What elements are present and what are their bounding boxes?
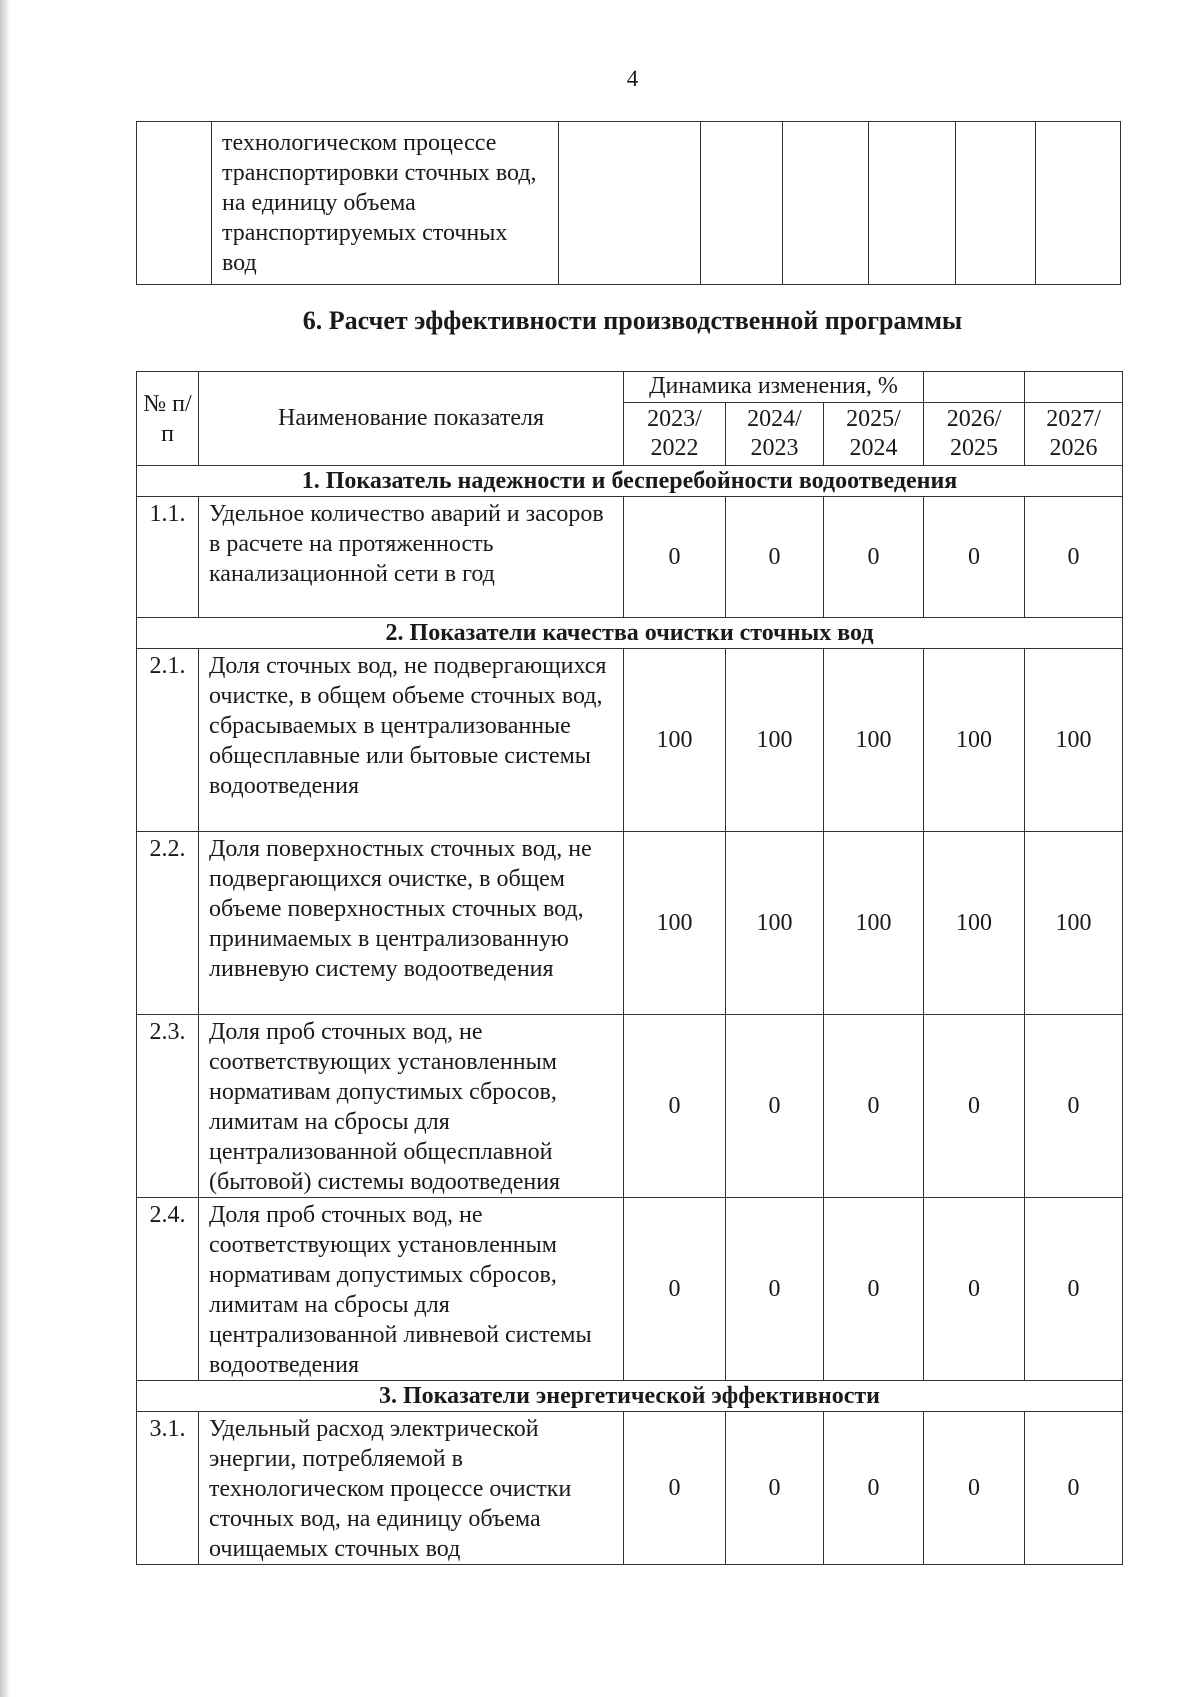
row-value: 100 (726, 649, 824, 832)
row-value: 0 (1025, 497, 1123, 618)
row-value: 0 (1025, 1198, 1123, 1381)
section-row (137, 1381, 1123, 1412)
row-value: 0 (1025, 1015, 1123, 1198)
continuation-empty-cell (701, 122, 783, 285)
row-value: 0 (824, 1412, 924, 1565)
row-value: 0 (726, 1015, 824, 1198)
row-num: 1.1. (137, 497, 199, 618)
section-row (137, 618, 1123, 649)
continuation-row (137, 122, 1121, 285)
row-num: 2.1. (137, 649, 199, 832)
continuation-empty-cell (1036, 122, 1121, 285)
header-empty (924, 372, 1025, 403)
table-header-row (137, 372, 1123, 403)
header-empty (1025, 372, 1123, 403)
row-value: 0 (924, 497, 1025, 618)
continuation-empty-cell (956, 122, 1036, 285)
row-value: 0 (726, 1198, 824, 1381)
row-value: 100 (1025, 832, 1123, 1015)
table-row (137, 649, 1123, 832)
row-name: Удельное количество аварий и засоров в расчете на протяженность канализационной сети в год (199, 497, 624, 618)
row-num: 3.1. (137, 1412, 199, 1565)
row-value: 0 (624, 1015, 726, 1198)
continuation-empty-cell (783, 122, 869, 285)
continuation-empty-cell (559, 122, 701, 285)
header-period: 2024/ 2023 (726, 403, 824, 466)
table-row (137, 1015, 1123, 1198)
row-value: 100 (824, 832, 924, 1015)
row-value: 0 (624, 1412, 726, 1565)
row-value: 100 (824, 649, 924, 832)
row-value: 0 (726, 1412, 824, 1565)
table-row (137, 497, 1123, 618)
header-period: 2026/ 2025 (924, 403, 1025, 466)
row-value: 100 (624, 649, 726, 832)
row-value: 100 (726, 832, 824, 1015)
continuation-empty-cell (869, 122, 956, 285)
row-num: 2.2. (137, 832, 199, 1015)
row-value: 100 (924, 649, 1025, 832)
section-row (137, 466, 1123, 497)
section-title-cell: 2. Показатели качества очистки сточных вод (137, 618, 1123, 649)
section-title-cell: 1. Показатель надежности и бесперебойности водоотведения (137, 466, 1123, 497)
row-value: 0 (824, 497, 924, 618)
row-value: 0 (924, 1412, 1025, 1565)
row-name: Доля сточных вод, не подвергающихся очистке, в общем объеме сточных вод, сбрасываемых в централизованные общесплавные или бытовые системы водоотведения (199, 649, 624, 832)
row-value: 100 (924, 832, 1025, 1015)
row-value: 0 (1025, 1412, 1123, 1565)
header-period: 2025/ 2024 (824, 403, 924, 466)
row-value: 100 (1025, 649, 1123, 832)
section-title-cell: 3. Показатели энергетической эффективности (137, 1381, 1123, 1412)
row-value: 0 (924, 1015, 1025, 1198)
row-value: 100 (624, 832, 726, 1015)
continuation-name-cell: технологическом процессе транспортировки сточных вод, на единицу объема транспортируемых сточных вод (212, 122, 559, 285)
efficiency-table (136, 371, 1123, 1565)
page-number: 4 (626, 66, 639, 91)
continuation-num-cell (137, 122, 212, 285)
scan-edge-shadow (0, 0, 10, 1697)
row-value: 0 (624, 1198, 726, 1381)
section-title: 6. Расчет эффективности производственной программы (302, 306, 963, 335)
row-num: 2.3. (137, 1015, 199, 1198)
continuation-table (136, 121, 1121, 285)
header-period: 2027/ 2026 (1025, 403, 1123, 466)
row-value: 0 (924, 1198, 1025, 1381)
row-name: Удельный расход электрической энергии, потребляемой в технологическом процессе очистки сточных вод, на единицу объема очищаемых сточных вод (199, 1412, 624, 1565)
row-name: Доля поверхностных сточных вод, не подвергающихся очистке, в общем объеме поверхностных сточных вод, принимаемых в централизованную ливневую систему водоотведения (199, 832, 624, 1015)
row-name: Доля проб сточных вод, не соответствующих установленным нормативам допустимых сбросов, лимитам на сбросы для централизованной ливневой системы водоотведения (199, 1198, 624, 1381)
header-num: № п/п (137, 372, 199, 466)
table-row (137, 1412, 1123, 1565)
table-row (137, 1198, 1123, 1381)
header-period: 2023/ 2022 (624, 403, 726, 466)
row-value: 0 (824, 1198, 924, 1381)
header-name: Наименование показателя (199, 372, 624, 466)
row-value: 0 (726, 497, 824, 618)
row-name: Доля проб сточных вод, не соответствующих установленным нормативам допустимых сбросов, лимитам на сбросы для централизованной общесплавной (бытовой) системы водоотведения (199, 1015, 624, 1198)
row-num: 2.4. (137, 1198, 199, 1381)
row-value: 0 (624, 497, 726, 618)
header-dynamics: Динамика изменения, % (624, 372, 924, 403)
table-row (137, 832, 1123, 1015)
row-value: 0 (824, 1015, 924, 1198)
